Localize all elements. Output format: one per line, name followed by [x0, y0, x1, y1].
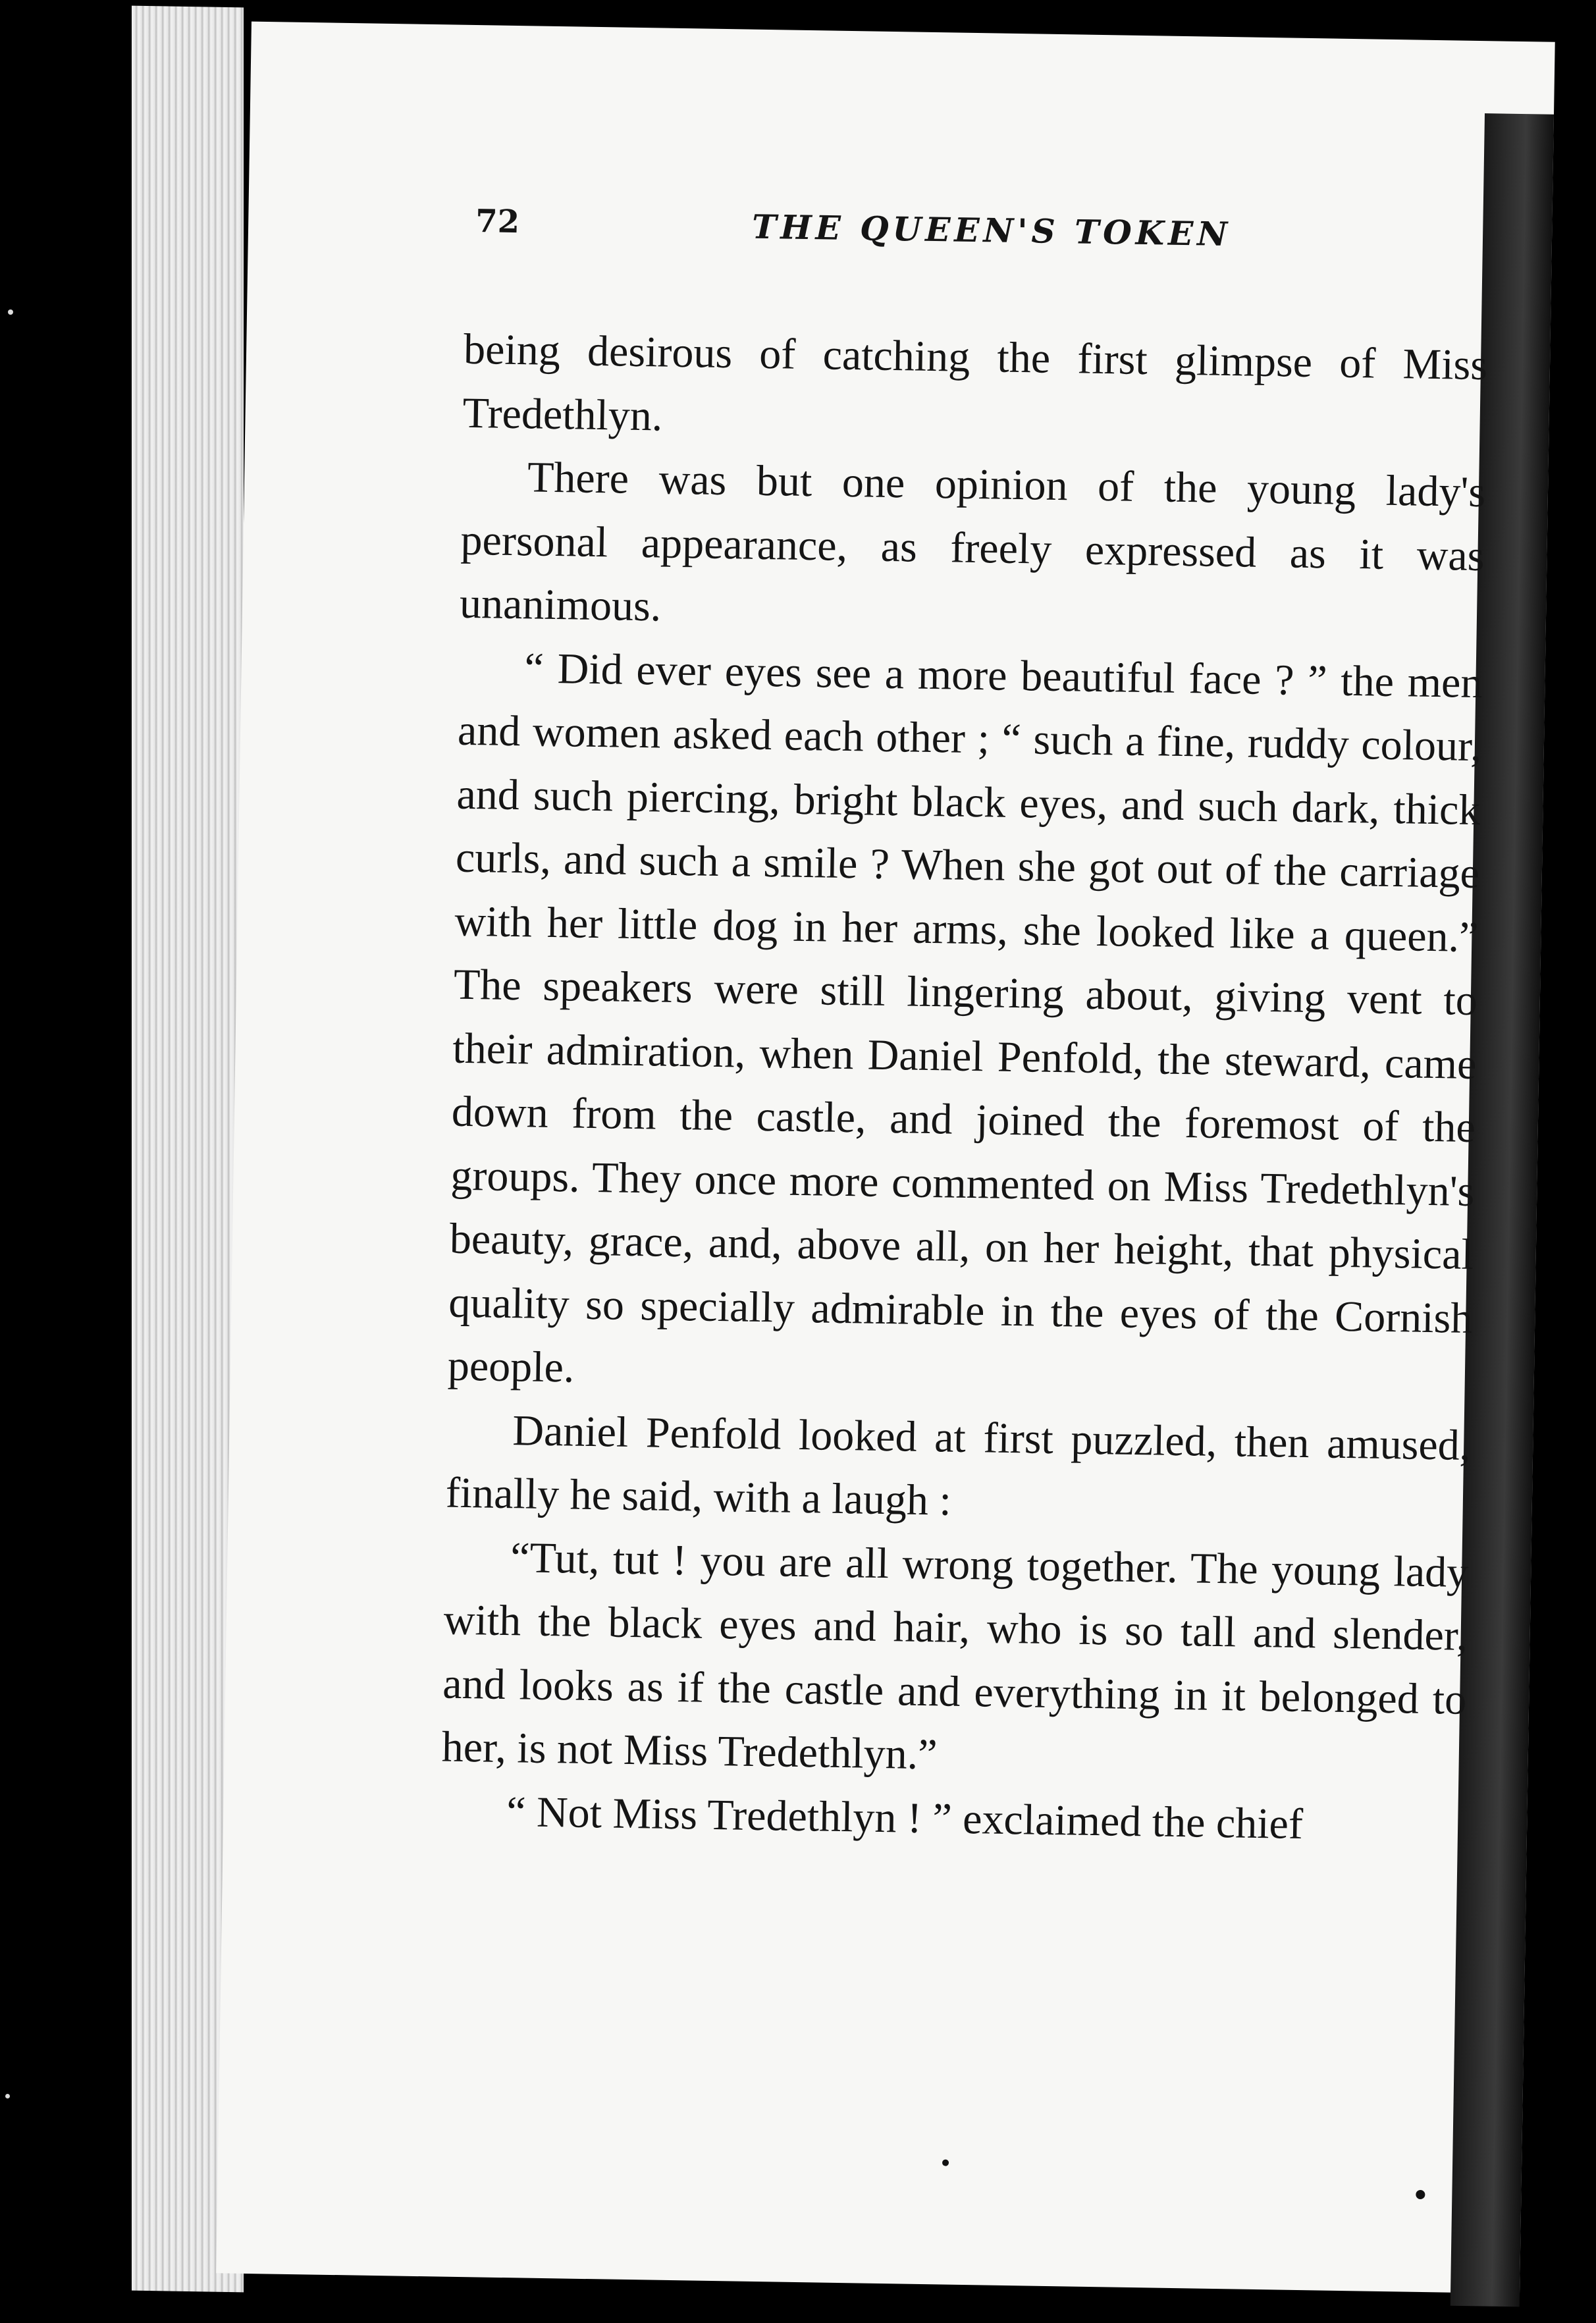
- ink-speck: [1416, 2190, 1425, 2199]
- paragraph: “ Did ever eyes see a more beautiful face ? ” the men and women asked each other ; “ such a fine, ruddy colour, and such piercing, bright black eyes, and such dark, thick curls, and such a smile ? When she got out of the carriage with her little dog in her arms, she looked like a queen.” The speakers were still lingering about, giving vent to their admiration, when Daniel Penfold, the steward, came down from the castle, and joined the foremost of the groups. They once more commented on Miss Tredethlyn's beauty, grace, and, above all, on her height, that physical quality so specially admirable in the eyes of the Cornish people.: [447, 643, 1483, 1392]
- paragraph: being desirous of catching the first glimpse of Miss Tredethlyn.: [462, 325, 1488, 441]
- body-text: [440, 318, 1488, 1859]
- ink-speck: [942, 2160, 949, 2166]
- paragraph: “Tut, tut ! you are all wrong together. The young lady with the black eyes and hair, who is so tall and slender, and looks as if the castle and everything in it belonged to her, is not Miss Tredethlyn.”: [441, 1533, 1469, 1779]
- running-header: [475, 203, 1489, 271]
- paragraph: Daniel Penfold looked at first puzzled, then amused, finally he said, with a laugh :: [445, 1406, 1471, 1525]
- paragraph: There was but one opinion of the young lady's personal appearance, as freely expressed as it was unanimous.: [459, 453, 1486, 631]
- paragraph: “ Not Miss Tredethlyn ! ” exclaimed the chief: [506, 1787, 1304, 1848]
- page-number: 72: [475, 203, 520, 241]
- scan-speck: [8, 309, 13, 315]
- scan-speck: [5, 2094, 10, 2098]
- book-page: [216, 22, 1555, 2294]
- running-title: THE QUEEN'S TOKEN: [751, 207, 1232, 254]
